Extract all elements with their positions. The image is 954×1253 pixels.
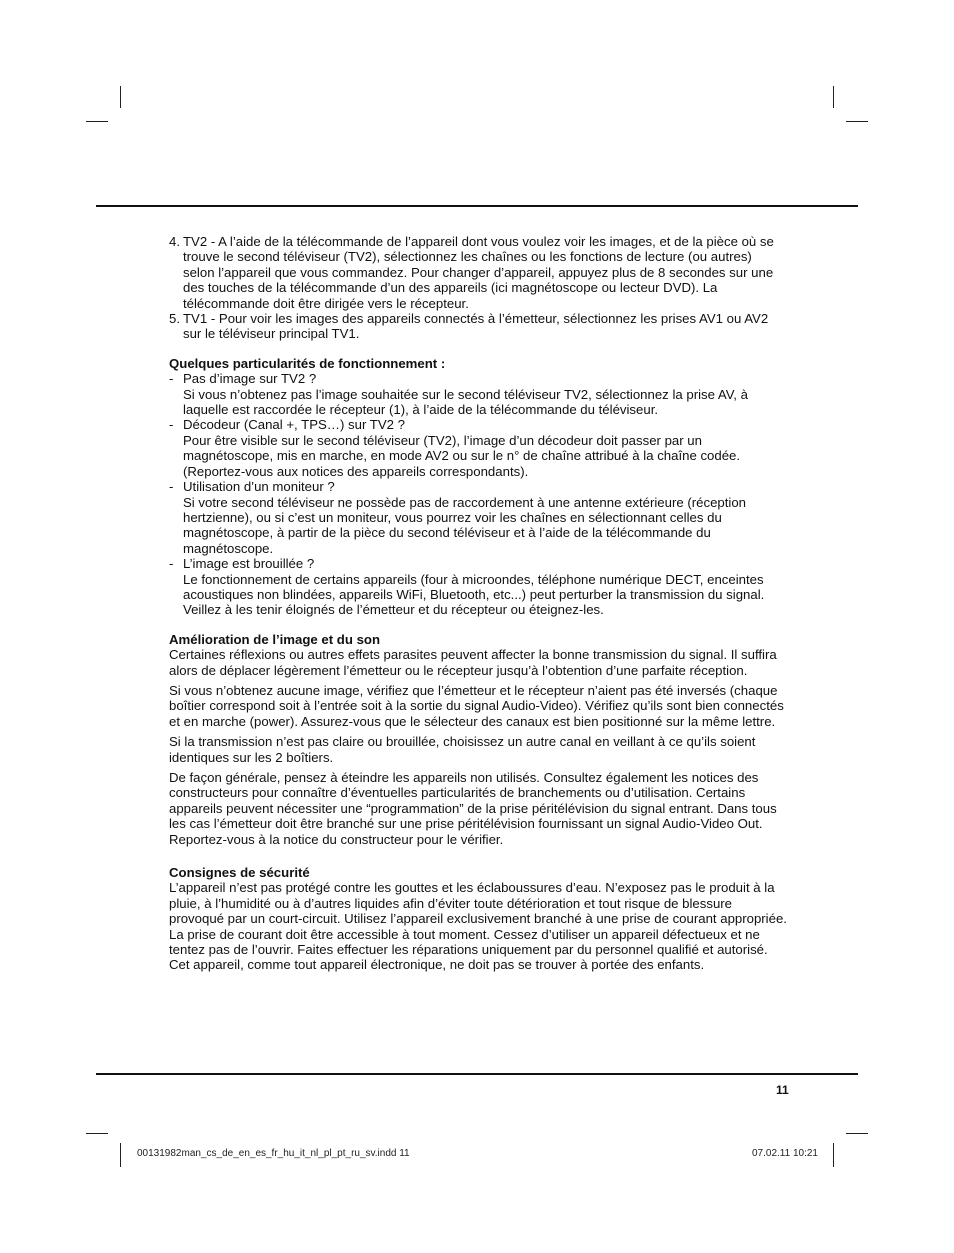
- crop-mark: [833, 1143, 834, 1167]
- item-question: Pas d’image sur TV2 ?: [183, 371, 317, 387]
- paragraph: Si vous n’obtenez aucune image, vérifiez que l’émetteur et le récepteur n’aient pas été inversés (chaque boîtier correspond soit à l’entrée soit à la sortie du signal Audio-Video). Vérifiez qu’ils sont bien connectés et en marche (power). Assurez-vous que le sélecteur des canaux est bien positionné sur la même lettre.: [169, 682, 784, 729]
- footer-rule: [96, 1073, 858, 1075]
- crop-mark: [120, 1143, 121, 1167]
- slug-date-time: 07.02.11 10:21: [752, 1148, 818, 1159]
- paragraph: Si la transmission n’est pas claire ou brouillée, choisissez un autre canal en veillant à ce qu’ils soient identiques sur les 2 boîtiers.: [169, 734, 756, 765]
- dash-marker: -: [169, 479, 174, 495]
- page-number: 11: [776, 1083, 789, 1097]
- section-heading-securite: Consignes de sécurité: [169, 865, 310, 881]
- crop-mark: [120, 86, 121, 108]
- step-text: TV2 - A l’aide de la télécommande de l’appareil dont vous voulez voir les images, et de la pièce où se trouve le second téléviseur (TV2), sélectionnez les chaînes ou les fonctions de lecture (ou autres) selon l’appareil que vous commandez. Pour changer d’appareil, appuyez plus de 8 secondes sur une des touches de la télécommande d’un des appareils (ici magnétoscope ou lecteur DVD). La télécommande doit être dirigée vers le récepteur.: [183, 234, 774, 311]
- crop-mark: [86, 1133, 108, 1134]
- item-answer: Pour être visible sur le second téléviseur (TV2), l’image d’un décodeur doit passer par un magnétoscope, mis en marche, en mode AV2 ou sur le n° de chaîne attribué à la chaîne codée. (Reportez-vous aux notices des appareils correspondants).: [183, 432, 741, 479]
- item-answer: Si votre second téléviseur ne possède pas de raccordement à une antenne extérieure (réception hertzienne), ou si c’est un moniteur, vous pourrez voir les chaînes en sélectionnant celles du magnétoscope, à partir de la pièce du second téléviseur et à l’aide de la télécommande du magnétoscope.: [183, 494, 747, 556]
- step-text: TV1 - Pour voir les images des appareils connectés à l’émetteur, sélectionnez les prises AV1 ou AV2 sur le téléviseur principal TV1.: [183, 311, 769, 342]
- paragraph: Certaines réflexions ou autres effets parasites peuvent affecter la bonne transmission du signal. Il suffira alors de déplacer légèrement l’émetteur ou le récepteur jusqu’à l’obtention d’une parfaite réception.: [169, 647, 777, 678]
- crop-mark: [86, 121, 108, 122]
- list-item: [169, 417, 787, 479]
- item-answer: Si vous n’obtenez pas l’image souhaitée sur le second téléviseur TV2, sélectionnez la prise AV, à laquelle est raccordée le récepteur (1), à l’aide de la télécommande du téléviseur.: [183, 386, 748, 418]
- step-number: 4.: [169, 234, 180, 249]
- item-question: Utilisation d’un moniteur ?: [183, 479, 335, 495]
- header-rule: [96, 205, 858, 207]
- item-question: Décodeur (Canal +, TPS…) sur TV2 ?: [183, 417, 405, 433]
- crop-mark: [846, 121, 868, 122]
- paragraph: L’appareil n’est pas protégé contre les gouttes et les éclaboussures d’eau. N’exposez pas le produit à la pluie, à l’humidité ou à d’autres liquides afin d’éviter toute détérioration et tout risque de blessure provoqué par un court-circuit. Utilisez l’appareil exclusivement branché à une prise de courant appropriée. La prise de courant doit être accessible à tout moment. Cessez d’utiliser un appareil défectueux et ne tentez pas de l’ouvrir. Faites effectuer les réparations uniquement par du personnel qualifié et autorisé. Cet appareil, comme tout appareil électronique, ne doit pas se trouver à portée des enfants.: [169, 880, 787, 973]
- step-item: [169, 311, 787, 342]
- list-item: [169, 479, 787, 556]
- step-number: 5.: [169, 311, 180, 327]
- list-item: [169, 556, 787, 618]
- paragraph: De façon générale, pensez à éteindre les appareils non utilisés. Consultez également les notices des constructeurs pour connaître d’éventuelles particularités de branchements ou d’utilisation. Certains appareils peuvent nécessiter une “programmation” de la prise péritélévision du signal entrant. Dans tous les cas l’émetteur doit être branché sur une prise péritélévision fournissant un signal Audio-Video Out. Reportez-vous à la notice du constructeur pour le vérifier.: [169, 770, 777, 847]
- step-item: [169, 234, 787, 311]
- item-question: L’image est brouillée ?: [183, 556, 315, 572]
- section-heading-amelioration: Amélioration de l’image et du son: [169, 631, 381, 647]
- item-answer: Le fonctionnement de certains appareils (four à microondes, téléphone numérique DECT, enceintes acoustiques non blindées, appareils WiFi, Bluetooth, etc...) peut perturber la transmission du signal. Veillez à les tenir éloignés de l’émetteur et du récepteur ou éteignez-les.: [183, 571, 765, 618]
- dash-marker: -: [169, 417, 174, 433]
- slug-file-name: 00131982man_cs_de_en_es_fr_hu_it_nl_pl_pt_ru_sv.indd 11: [137, 1148, 410, 1159]
- crop-mark: [846, 1133, 868, 1134]
- dash-marker: -: [169, 556, 174, 572]
- dash-marker: -: [169, 371, 174, 387]
- main-content: [169, 234, 787, 973]
- list-item: [169, 371, 787, 417]
- section-heading-particularites: Quelques particularités de fonctionnement :: [169, 355, 446, 371]
- crop-mark: [833, 86, 834, 108]
